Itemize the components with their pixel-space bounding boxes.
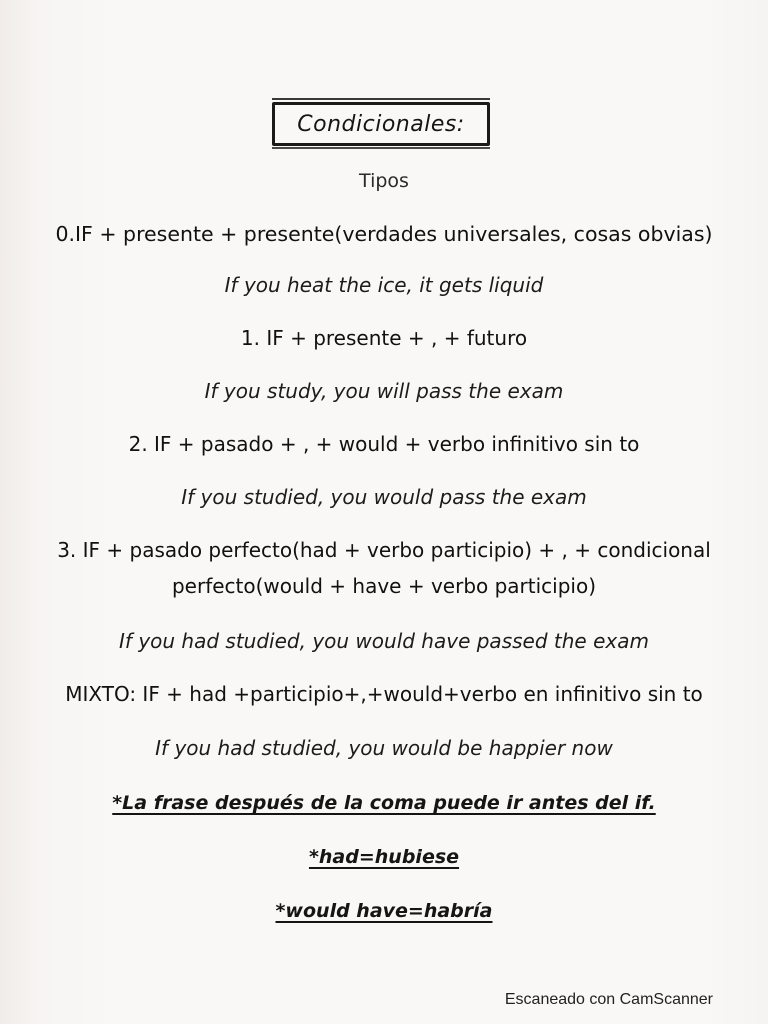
rule-second: 2. IF + pasado + , + would + verbo infinitivo sin to	[128, 432, 640, 456]
example-third: If you had studied, you would have passed the exam	[119, 629, 649, 653]
rule-mixed: MIXTO: IF + had +participio+,+would+verbo en infinitivo sin to	[65, 682, 703, 706]
note-would-have: *would have=habría	[275, 900, 493, 922]
rule-third-line1: 3. IF + pasado perfecto(had + verbo participio) + , + condicional	[57, 538, 711, 562]
rule-first: 1. IF + presente + , + futuro	[240, 326, 528, 350]
page-title: Condicionales:	[297, 111, 465, 137]
example-zero: If you heat the ice, it gets liquid	[224, 273, 544, 297]
title-box	[272, 102, 490, 146]
example-first: If you study, you will pass the exam	[204, 379, 564, 403]
subtitle: Tipos	[359, 170, 409, 192]
scanner-watermark: Escaneado con CamScanner	[504, 991, 713, 1008]
note-comma: *La frase después de la coma puede ir antes del if.	[112, 792, 656, 814]
example-mixed: If you had studied, you would be happier now	[155, 736, 613, 760]
rule-third-line2: perfecto(would + have + verbo participio)	[171, 574, 597, 598]
note-had: *had=hubiese	[308, 846, 460, 868]
example-second: If you studied, you would pass the exam	[181, 485, 587, 509]
rule-zero: 0.IF + presente + presente(verdades universales, cosas obvias)	[55, 222, 713, 246]
